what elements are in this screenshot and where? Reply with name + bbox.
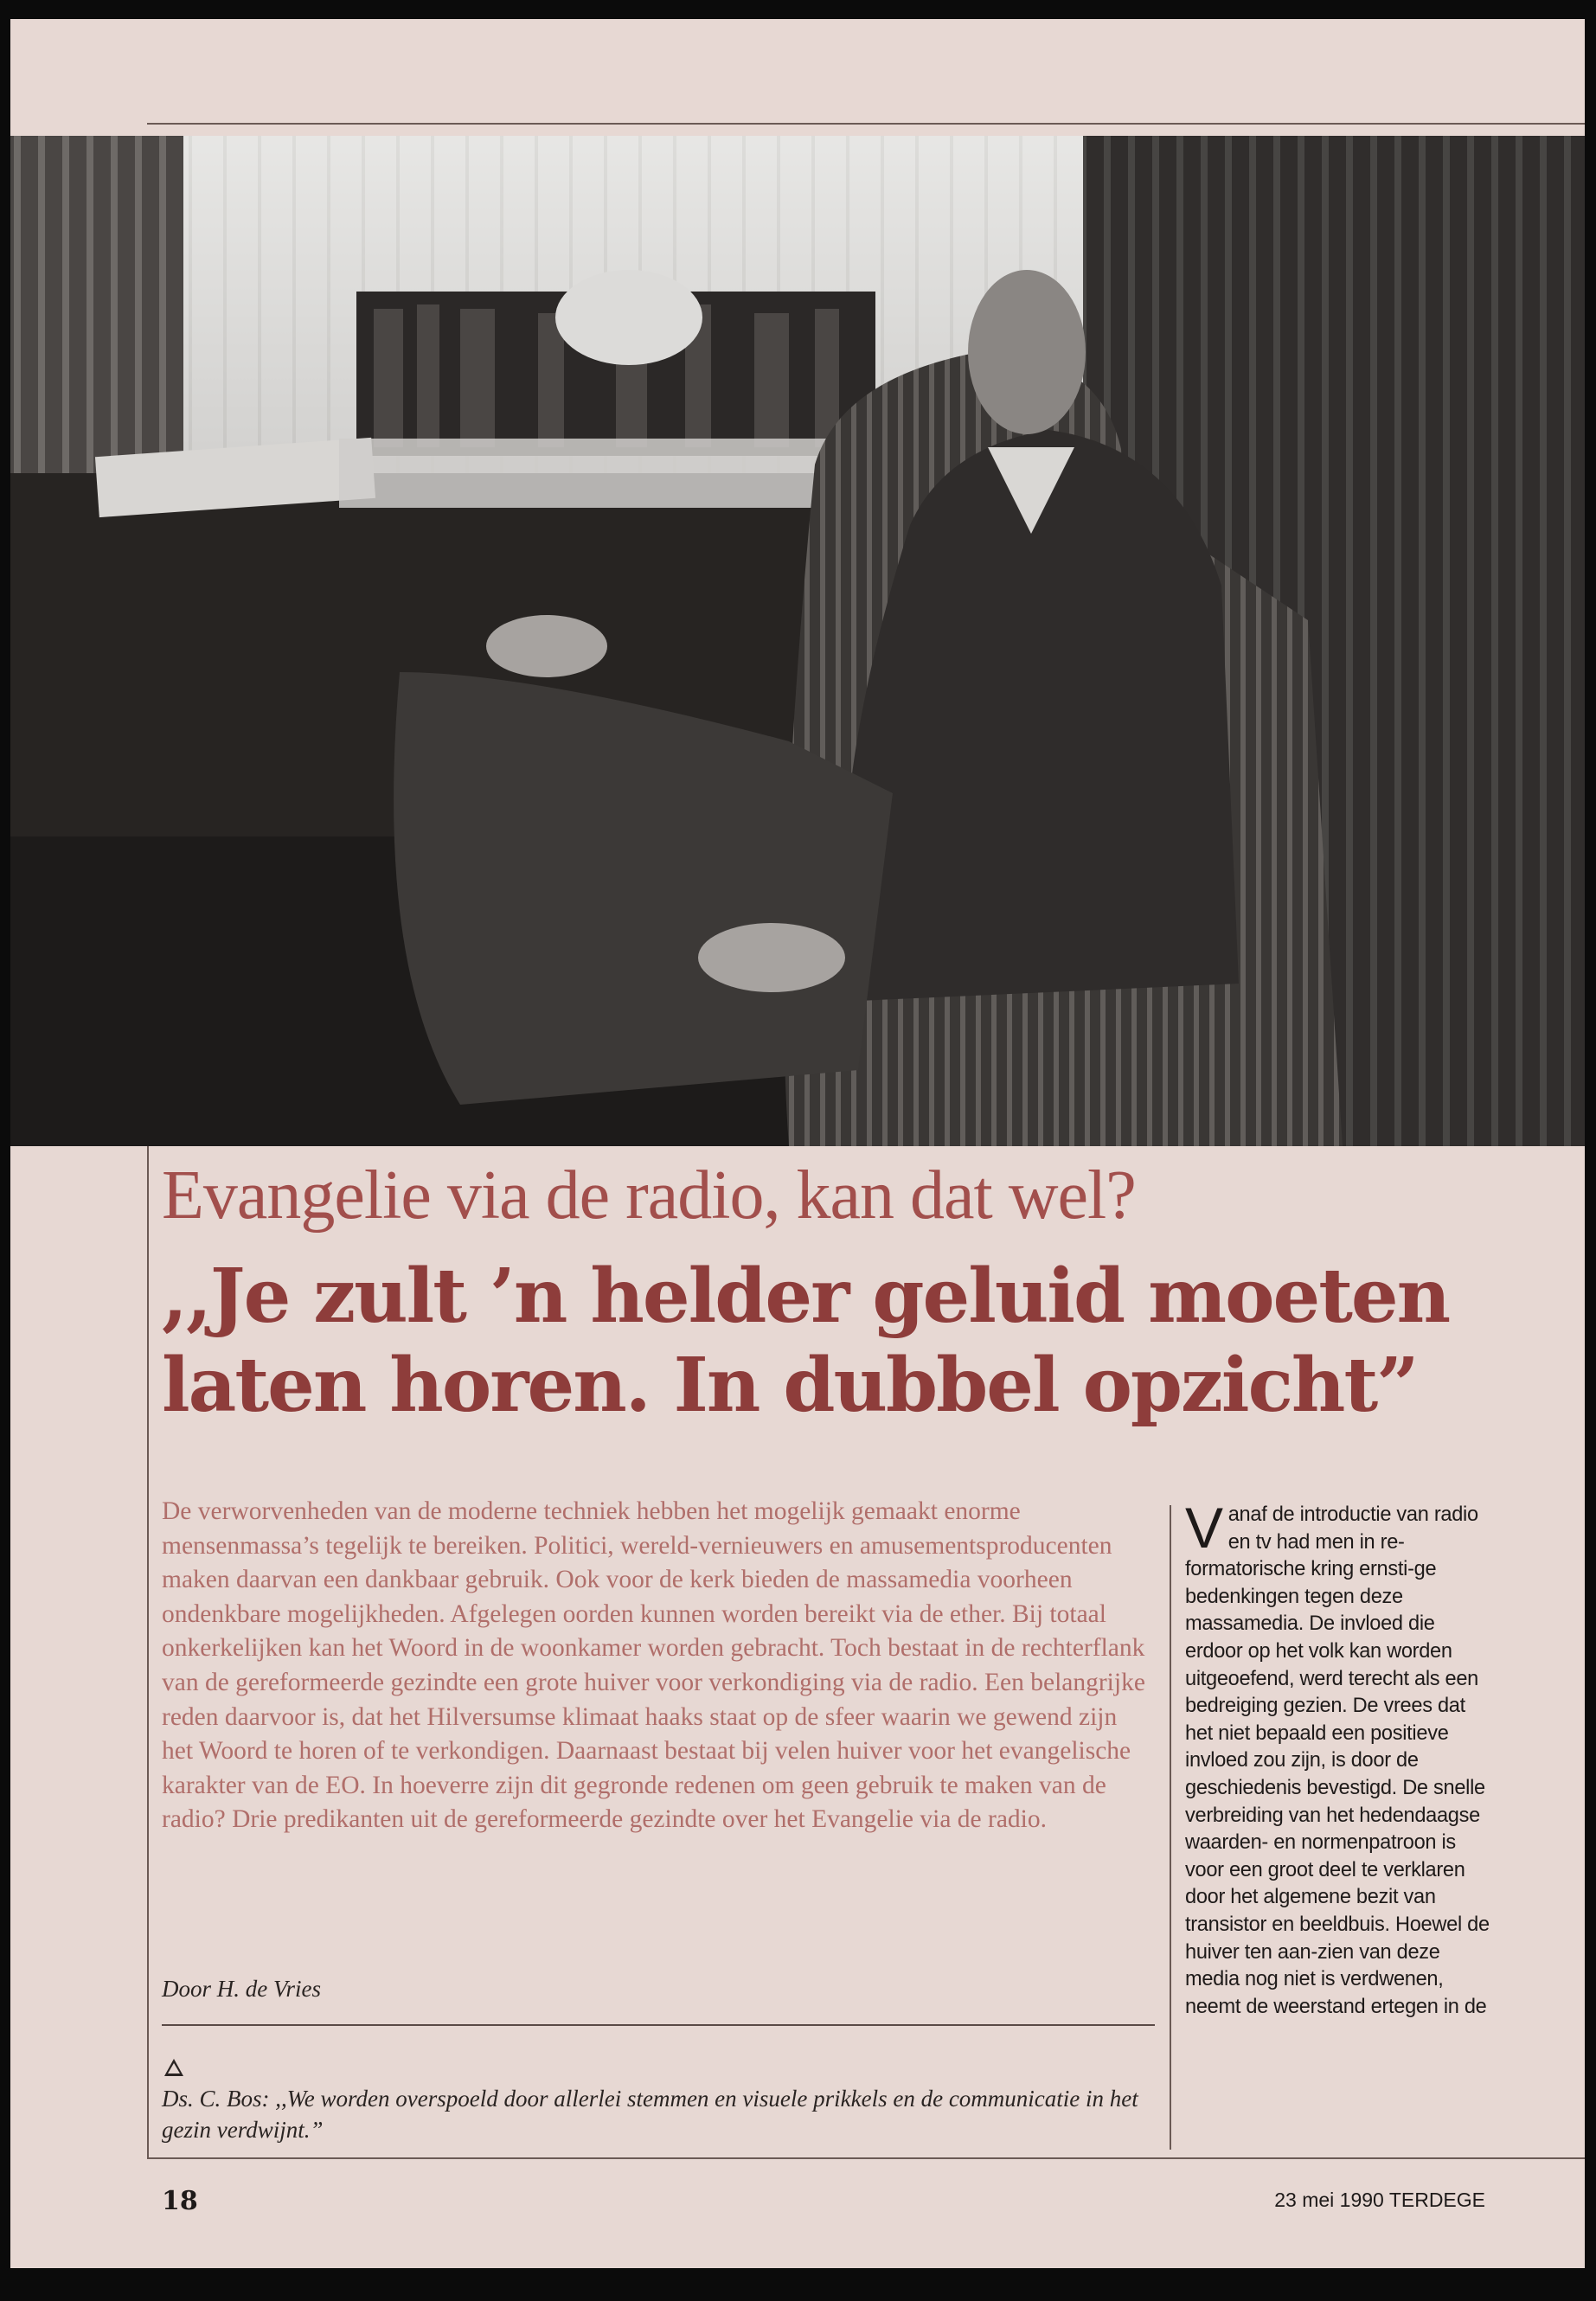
photo-illustration <box>10 136 1585 1146</box>
dropcap: V <box>1185 1496 1223 1560</box>
frame-rule-bottom <box>147 2157 1585 2159</box>
body-column <box>1185 1496 1495 2021</box>
article-intro: De verworvenheden van de moderne techniek hebben het mogelijk gemaakt enorme mensenmassa’s tegelijk te bereiken. Politici, wereld-vernieuwers en amusementsproducenten maken daarvan een dankbaar gebruik. Ook voor de kerk bieden de massamedia voorheen ondenkbare mogelijkheden. Afgelegen oorden kunnen worden bereikt via de ether. Bij totaal onkerkelijken kan het Woord in de woonkamer worden gebracht. Toch bestaat in de rechterflank van de gereformeerde gezindte een grote huiver voor verkondiging via de radio. Een belangrijke reden daarvoor is, dat het Hilversumse klimaat haaks staat op de sfeer waarin we gewend zijn het Woord te horen of te verkondigen. Daarnaast bestaat bij velen huiver voor het evangelische karakter van de EO. In hoeverre zijn dit gegronde redenen om geen gebruik te maken van de radio? Drie predikanten uit de gereformeerde gezindte over het Evangelie via de radio. <box>162 1497 1145 1834</box>
byline-rule <box>162 2024 1155 2026</box>
article-kicker: Evangelie via de radio, kan dat wel? <box>162 1157 1136 1234</box>
column-divider <box>1170 1505 1171 2150</box>
man-face <box>968 270 1086 434</box>
caption-triangle-icon <box>164 2059 183 2076</box>
body-text: anaf de introductie van radio en tv had men in re-formatorische kring ernsti-ge bedenkingen tegen deze massamedia. De invloed die erdoor op het volk kan worden uitgeoefend, werd terecht als een bedreiging gezien. De vrees dat het niet bepaald een positieve invloed zou zijn, is door de geschiedenis bevestigd. De snelle verbreiding van het hedendaagse waarden- en normenpatroon is voor een groot deel te verklaren door het algemene bezit van transistor en beeldbuis. Hoewel de huiver ten aan-zien van deze media nog niet is verdwenen, neemt de weerstand ertegen in de <box>1185 1503 1490 2018</box>
top-rule <box>147 123 1585 125</box>
photo-caption: Ds. C. Bos: ,,We worden overspoeld door allerlei stemmen en visuele prikkels en de communicatie in het gezin verdwijnt.” <box>162 2086 1138 2143</box>
frame-rule-left <box>147 1146 149 2158</box>
magazine-page <box>10 19 1585 2268</box>
article-photo <box>10 136 1585 1146</box>
article-headline <box>162 1252 1511 1430</box>
headline-line-2: laten horen. In dubbel opzicht” <box>162 1342 1418 1430</box>
page-number: 18 <box>162 2186 198 2216</box>
headline-line-1: ,,Je zult ’n helder geluid moeten <box>162 1253 1450 1340</box>
desk-lamp <box>555 270 702 365</box>
issue-date: 23 mei 1990 TERDEGE <box>1274 2189 1485 2211</box>
article-byline: Door H. de Vries <box>162 1976 321 2002</box>
